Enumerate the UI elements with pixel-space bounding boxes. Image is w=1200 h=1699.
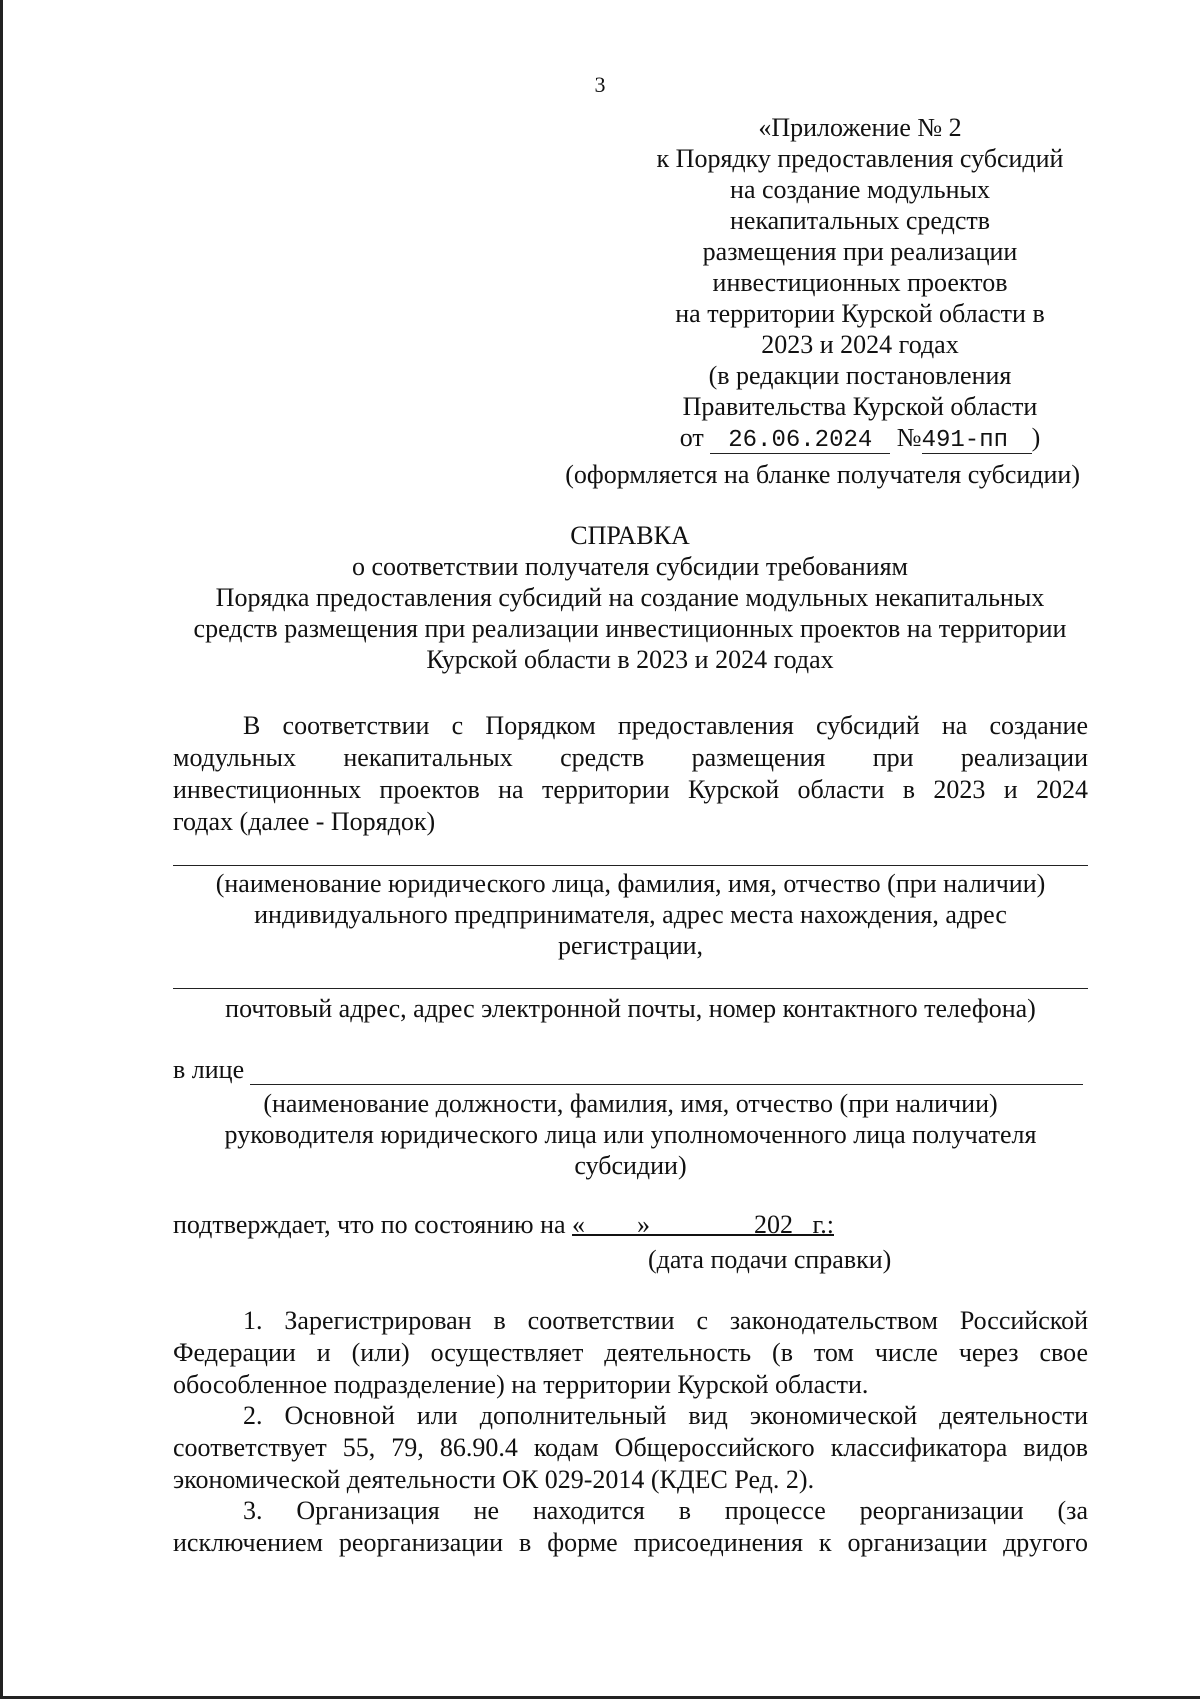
scan-edge-left xyxy=(0,0,3,1699)
heading-line: Курской области в 2023 и 2024 годах xyxy=(426,645,834,674)
item-line: 2. Основной или дополнительный вид экономической деятельности xyxy=(243,1401,1088,1430)
intro-line: модульных некапитальных средств размещения при реализации xyxy=(173,743,1088,772)
fill-line-applicant xyxy=(173,865,1088,866)
decree-number: 491-пп xyxy=(922,429,1032,454)
representative-caption xyxy=(173,1088,1088,1181)
intro-line: инвестиционных проектов на территории Курской области в 2023 и 2024 xyxy=(173,775,1088,804)
item-line: 3. Организация не находится в процессе реорганизации (за xyxy=(243,1496,1088,1525)
heading-line: средств размещения при реализации инвестиционных проектов на территории xyxy=(193,614,1067,643)
requirement-item xyxy=(173,1495,1088,1559)
appendix-line: на территории Курской области в xyxy=(675,299,1045,328)
item-line: Федерации и (или) осуществляет деятельность (в том числе через свое xyxy=(173,1338,1088,1367)
caption-line: субсидии) xyxy=(574,1151,687,1180)
caption-line: почтовый адрес, адрес электронной почты, номер контактного телефона) xyxy=(225,994,1036,1023)
fill-line-representative xyxy=(250,1084,1083,1085)
page-number: 3 xyxy=(594,72,606,97)
caption-line: руководителя юридического лица или уполномоченного лица получателя xyxy=(224,1120,1037,1149)
number-label: № xyxy=(896,423,922,452)
appendix-line: (в редакции постановления xyxy=(708,361,1012,390)
intro-paragraph xyxy=(173,710,1088,838)
item-line: обособленное подразделение) на территории Курской области. xyxy=(173,1370,869,1399)
requirement-item xyxy=(173,1305,1088,1401)
appendix-line: на создание модульных xyxy=(730,175,990,204)
document-title: СПРАВКА xyxy=(570,521,690,550)
closing-paren: ) xyxy=(1031,423,1041,452)
appendix-line: инвестиционных проектов xyxy=(712,268,1008,297)
fill-line-contacts xyxy=(173,988,1088,989)
caption-line: (наименование юридического лица, фамилия, имя, отчество (при наличии) xyxy=(215,869,1046,898)
requirement-item xyxy=(173,1400,1088,1496)
decree-reference xyxy=(640,422,1080,454)
date-placeholder: « » 202 г.: xyxy=(572,1210,834,1239)
confirmation-text: подтверждает, что по состоянию на xyxy=(173,1210,566,1239)
applicant-caption xyxy=(173,868,1088,961)
intro-line-wrap xyxy=(173,710,1088,742)
appendix-line: к Порядку предоставления субсидий xyxy=(656,144,1064,173)
contacts-caption xyxy=(173,993,1088,1024)
appendix-header xyxy=(640,112,1080,454)
appendix-line: 2023 и 2024 годах xyxy=(761,330,959,359)
item-line-wrap xyxy=(173,1495,1088,1527)
heading-line: о соответствии получателя субсидии требованиям xyxy=(352,552,908,581)
item-line: экономической деятельности ОК 029-2014 (КДЕС Ред. 2). xyxy=(173,1465,815,1494)
from-label: от xyxy=(679,423,704,452)
item-line: исключением реорганизации в форме присоединения к организации другого xyxy=(173,1528,1088,1557)
item-line: 1. Зарегистрирован в соответствии с законодательством Российской xyxy=(243,1306,1088,1335)
in-person-label: в лице xyxy=(173,1055,245,1084)
caption-line: регистрации, xyxy=(557,931,704,960)
caption-line: (наименование должности, фамилия, имя, отчество (при наличии) xyxy=(263,1089,998,1118)
document-heading xyxy=(170,520,1090,675)
date-caption: (дата подачи справки) xyxy=(648,1245,892,1274)
appendix-line: «Приложение № 2 xyxy=(758,113,962,142)
intro-line: годах (далее - Порядок) xyxy=(173,807,436,836)
intro-line: В соответствии с Порядком предоставления субсидий на создание xyxy=(243,711,1088,740)
appendix-line: размещения при реализации xyxy=(702,237,1018,266)
item-line: соответствует 55, 79, 86.90.4 кодам Общероссийского классификатора видов xyxy=(173,1433,1088,1462)
heading-line: Порядка предоставления субсидий на создание модульных некапитальных xyxy=(215,583,1045,612)
item-line-wrap xyxy=(173,1305,1088,1337)
form-note: (оформляется на бланке получателя субсидии) xyxy=(565,460,1080,489)
caption-line: индивидуального предпринимателя, адрес места нахождения, адрес xyxy=(254,900,1007,929)
confirmation-line xyxy=(173,1210,834,1240)
item-line-wrap xyxy=(173,1400,1088,1432)
decree-date: 26.06.2024 xyxy=(710,429,890,454)
appendix-line: некапитальных средств xyxy=(729,206,991,235)
appendix-line: Правительства Курской области xyxy=(682,392,1038,421)
